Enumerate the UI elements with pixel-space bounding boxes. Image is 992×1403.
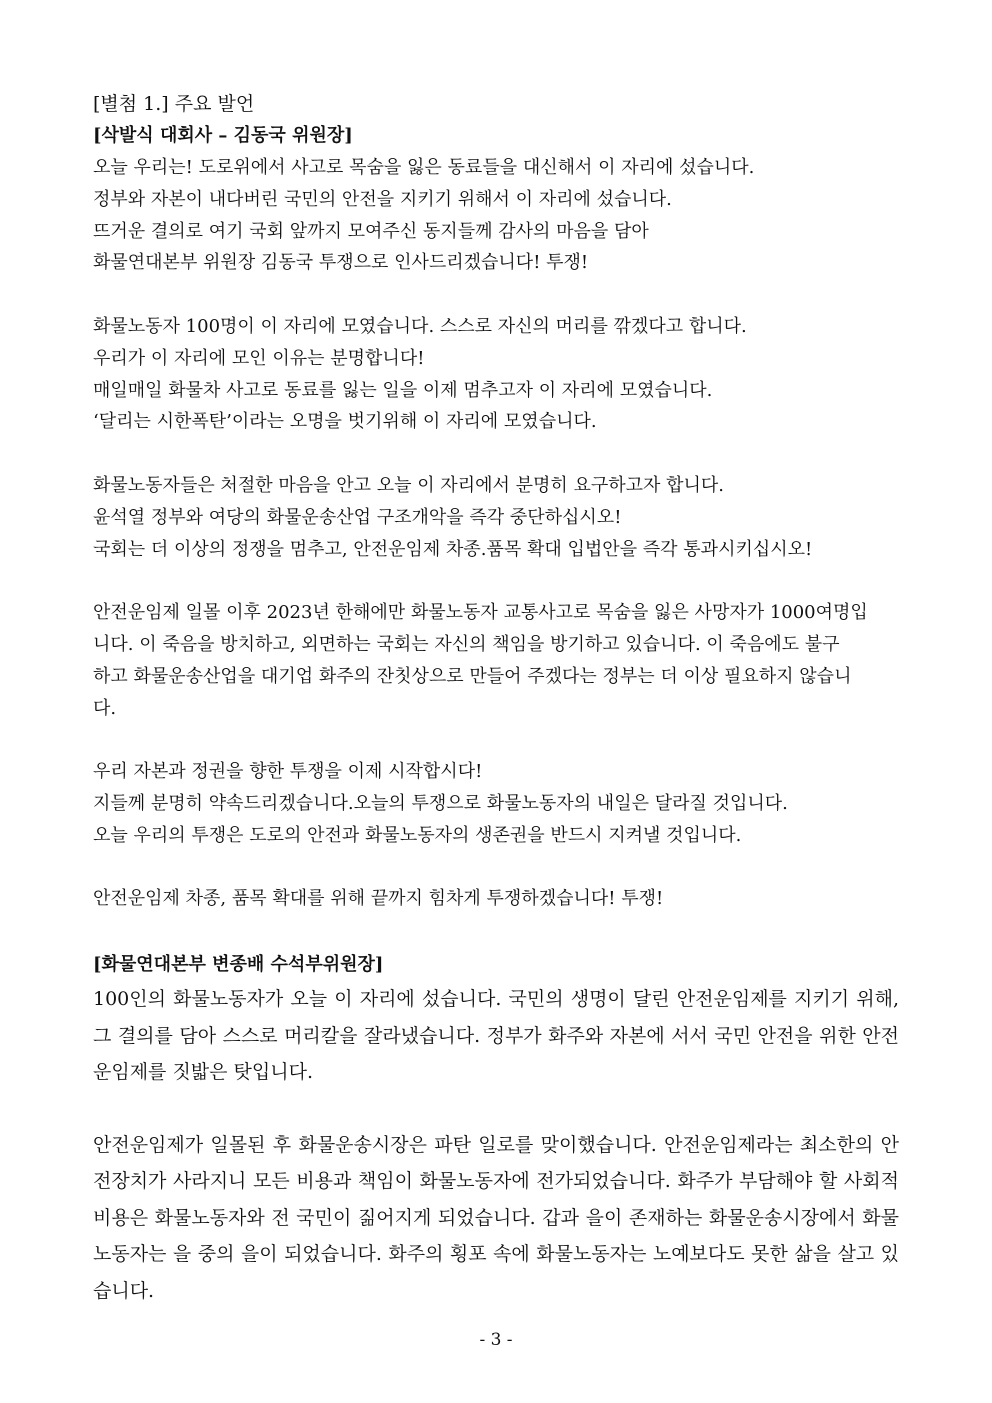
speech-line: 화물노동자들은 처절한 마음을 안고 오늘 이 자리에서 분명히 요구하고자 합니다. — [93, 474, 725, 496]
paragraph-gap — [93, 438, 899, 470]
speech-line: 뜨거운 결의로 여기 국회 앞까지 모여주신 동지들께 감사의 마음을 담아 — [93, 220, 649, 242]
speech-line: 우리가 이 자리에 모인 이유는 분명합니다! — [93, 347, 425, 369]
speech-line: 정부와 자본이 내다버린 국민의 안전을 지키기 위해서 이 자리에 섰습니다. — [93, 188, 672, 210]
speech-line: 오늘 우리는! 도로위에서 사고로 목숨을 잃은 동료들을 대신해서 이 자리에 섰습니다. — [93, 157, 755, 178]
paragraph-gap — [93, 1091, 899, 1127]
speech-line: 화물연대본부 위원장 김동국 투쟁으로 인사드리겠습니다! 투쟁! — [93, 252, 589, 274]
section-heading-byun: [화물연대본부 변종배 수석부위원장] — [93, 954, 384, 976]
paragraph-gap — [93, 279, 899, 311]
speech-line: 다. — [93, 697, 117, 719]
document-page — [93, 88, 899, 1309]
speech-line: 하고 화물운송산업을 대기업 화주의 잔칫상으로 만들어 주겠다는 정부는 더 이상 필요하지 않습니 — [93, 665, 852, 687]
speech-line: 안전운임제 차종, 품목 확대를 위해 끝까지 힘차게 투쟁하겠습니다! 투쟁! — [93, 888, 664, 910]
paragraph-gap — [93, 565, 899, 597]
speech-line: 안전운임제 일몰 이후 2023년 한해에만 화물노동자 교통사고로 목숨을 잃은 사망자가 1000여명입 — [93, 602, 868, 624]
speech-line: ‘달리는 시한폭탄’이라는 오명을 벗기위해 이 자리에 모였습니다. — [93, 411, 597, 433]
section-body-kim — [93, 152, 899, 915]
speech-line: 매일매일 화물차 사고로 동료를 잃는 일을 이제 멈추고자 이 자리에 모였습니다. — [93, 379, 713, 401]
page-number: - 3 - — [479, 1330, 513, 1350]
attachment-title: [별첨 1.] 주요 발언 — [93, 93, 255, 115]
speech-paragraph: 안전운임제가 일몰된 후 화물운송시장은 파탄 일로를 맞이했습니다. 안전운임제라는 최소한의 안전장치가 사라지니 모든 비용과 책임이 화물노동자에 전가되었습니다. 화주가 부담해야 할 사회적 비용은 화물노동자와 전 국민이 짊어지게 되었습니다. 갑과 을이 존재하는 화물운송시장에서 화물노동자는 을 중의 을이 되었습니다. 화주의 횡포 속에 화물노동자는 노예보다도 못한 삶을 살고 있습니다. — [93, 1133, 899, 1302]
speech-line: 국회는 더 이상의 정쟁을 멈추고, 안전운임제 차종.품목 확대 입법안을 즉각 통과시키십시오! — [93, 538, 813, 560]
paragraph-gap — [93, 852, 899, 884]
speech-line: 화물노동자 100명이 이 자리에 모였습니다. 스스로 자신의 머리를 깎겠다고 합니다. — [93, 315, 747, 337]
speech-line: 니다. 이 죽음을 방치하고, 외면하는 국회는 자신의 책임을 방기하고 있습니다. 이 죽음에도 불구 — [93, 633, 840, 655]
speech-line: 지들께 분명히 약속드리겠습니다.오늘의 투쟁으로 화물노동자의 내일은 달라질 것입니다. — [93, 792, 788, 814]
section-gap — [93, 915, 899, 949]
speech-paragraph: 100인의 화물노동자가 오늘 이 자리에 섰습니다. 국민의 생명이 달린 안전운임제를 지키기 위해, 그 결의를 담아 스스로 머리칼을 잘라냈습니다. 정부가 화주와 자본에 서서 국민 안전을 위한 안전운임제를 짓밟은 탓입니다. — [93, 988, 899, 1084]
speech-line: 우리 자본과 정권을 향한 투쟁을 이제 시작합시다! — [93, 761, 483, 783]
section-heading-kim: [삭발식 대회사 – 김동국 위원장] — [93, 125, 353, 146]
speech-line: 윤석열 정부와 여당의 화물운송산업 구조개악을 즉각 중단하십시오! — [93, 506, 622, 528]
paragraph-gap — [93, 724, 899, 756]
section-body-byun — [93, 981, 899, 1309]
speech-line: 오늘 우리의 투쟁은 도로의 안전과 화물노동자의 생존권을 반드시 지켜낼 것입니다. — [93, 824, 742, 846]
